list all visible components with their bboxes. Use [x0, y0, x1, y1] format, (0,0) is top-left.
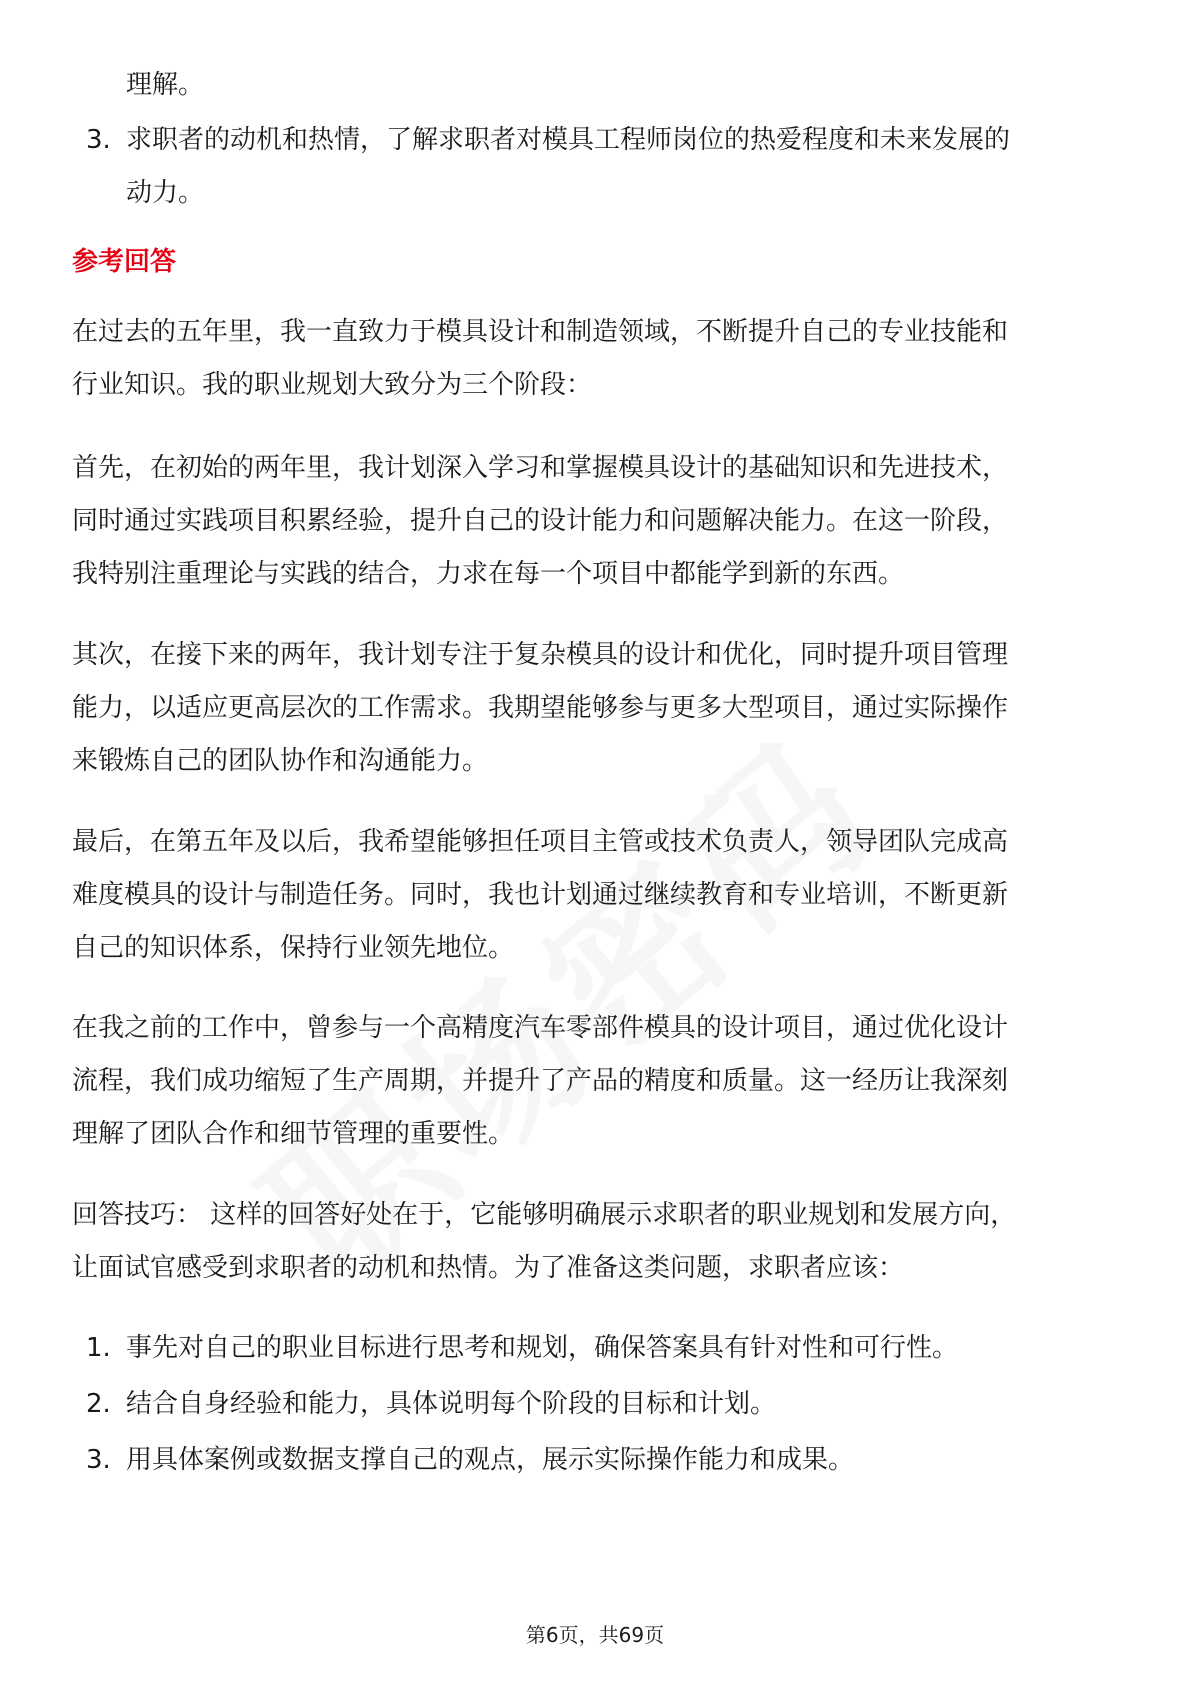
paragraph-line: 行业知识。我的职业规划大致分为三个阶段：	[72, 370, 593, 400]
paragraph-line: 同时通过实践项目积累经验，提升自己的设计能力和问题解决能力。在这一阶段，	[72, 506, 1009, 536]
paragraph-line: 在过去的五年里，我一直致力于模具设计和制造领域，不断提升自己的专业技能和	[72, 317, 1009, 347]
list-number: 3.	[86, 125, 111, 155]
paragraph-line: 我特别注重理论与实践的结合，力求在每一个项目中都能学到新的东西。	[72, 559, 905, 589]
list-item-continuation: 理解。	[126, 70, 205, 100]
tips-line: 回答技巧： 这样的回答好处在于，它能够明确展示求职者的职业规划和发展方向，	[72, 1200, 1017, 1230]
paragraph-line: 最后，在第五年及以后，我希望能够担任项目主管或技术负责人，领导团队完成高	[72, 827, 1009, 857]
paragraph-line: 来锻炼自己的团队协作和沟通能力。	[72, 746, 489, 776]
list-number: 1.	[86, 1333, 111, 1363]
paragraph-line: 首先，在初始的两年里，我计划深入学习和掌握模具设计的基础知识和先进技术，	[72, 453, 1009, 483]
paragraph-line: 自己的知识体系，保持行业领先地位。	[72, 933, 515, 963]
list-item: 求职者的动机和热情，了解求职者对模具工程师岗位的热爱程度和未来发展的	[126, 125, 1011, 155]
list-item: 用具体案例或数据支撑自己的观点，展示实际操作能力和成果。	[126, 1445, 855, 1475]
section-heading: 参考回答	[72, 247, 177, 277]
paragraph-line: 难度模具的设计与制造任务。同时，我也计划通过继续教育和专业培训，不断更新	[72, 880, 1009, 910]
list-number: 3.	[86, 1445, 111, 1475]
list-item: 动力。	[126, 178, 205, 208]
paragraph-line: 其次，在接下来的两年，我计划专注于复杂模具的设计和优化，同时提升项目管理	[72, 640, 1009, 670]
paragraph-line: 在我之前的工作中，曾参与一个高精度汽车零部件模具的设计项目，通过优化设计	[72, 1013, 1009, 1043]
list-number: 2.	[86, 1389, 111, 1419]
paragraph-line: 能力，以适应更高层次的工作需求。我期望能够参与更多大型项目，通过实际操作	[72, 693, 1009, 723]
list-item: 事先对自己的职业目标进行思考和规划，确保答案具有针对性和可行性。	[126, 1333, 959, 1363]
paragraph-line: 理解了团队合作和细节管理的重要性。	[72, 1119, 515, 1149]
paragraph-line: 流程，我们成功缩短了生产周期，并提升了产品的精度和质量。这一经历让我深刻	[72, 1066, 1009, 1096]
page-number: 第6页，共69页	[525, 1623, 665, 1647]
list-item: 结合自身经验和能力，具体说明每个阶段的目标和计划。	[126, 1389, 777, 1419]
tips-line: 让面试官感受到求职者的动机和热情。为了准备这类问题，求职者应该：	[72, 1253, 905, 1283]
